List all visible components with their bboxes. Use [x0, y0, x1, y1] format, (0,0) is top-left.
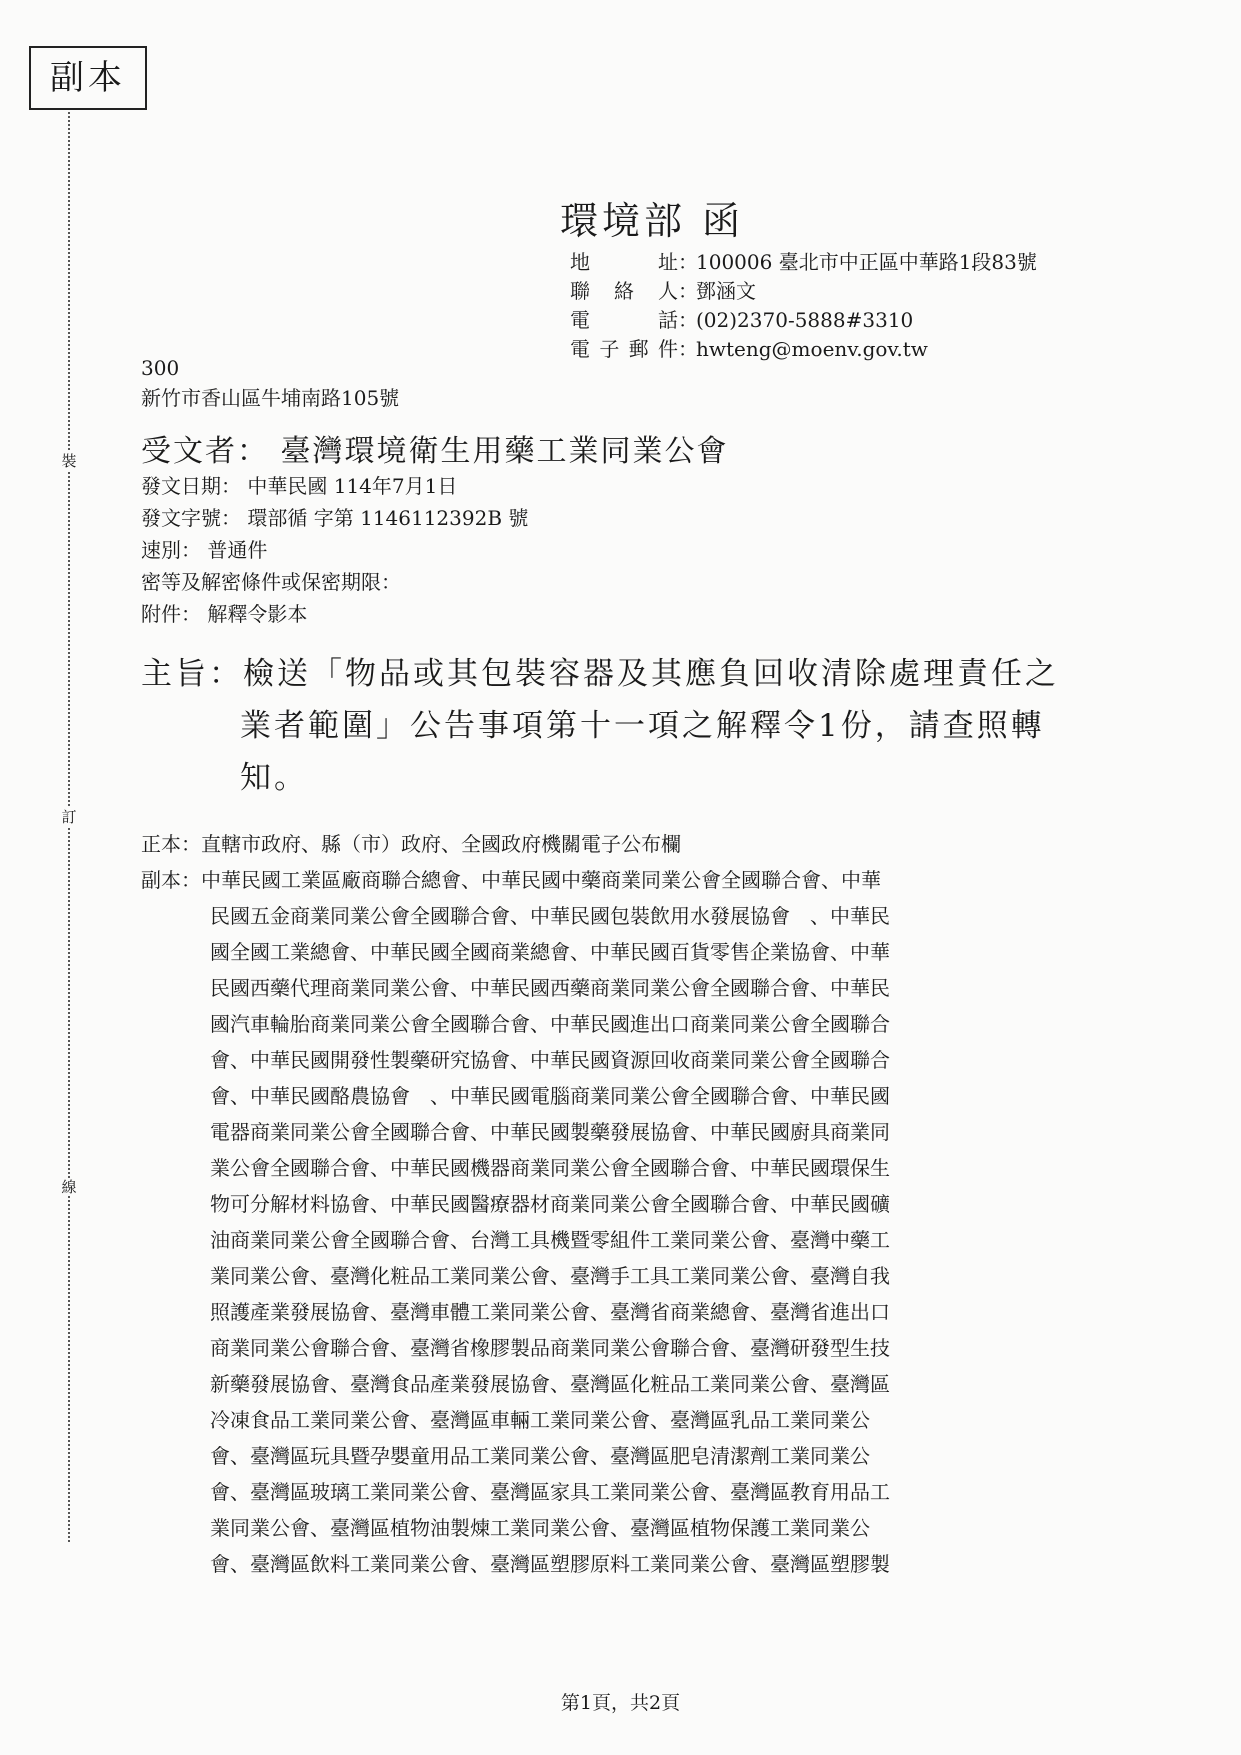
distribution-list	[141, 826, 890, 1582]
contact-phone: 電話：(02)2370-5888#3310	[570, 308, 914, 332]
copy-recipients-line: 會、中華民國酪農協會 、中華民國電腦商業同業公會全國聯合會、中華民國	[210, 1084, 890, 1108]
page-footer: 第1頁，共2頁	[560, 1692, 681, 1714]
copy-recipients-line: 業同業公會、臺灣化粧品工業同業公會、臺灣手工具工業同業公會、臺灣自我	[210, 1264, 890, 1288]
recipient: 受文者： 臺灣環境衛生用藥工業同業公會	[141, 434, 729, 469]
copy-stamp: 副本	[29, 46, 147, 110]
document-title: 環境部 函	[560, 199, 745, 243]
attachment: 附件： 解釋令影本	[141, 602, 308, 626]
contact-email: 電子郵件：hwteng@moenv.gov.tw	[570, 337, 928, 361]
subject-line: 主旨：檢送「物品或其包裝容器及其應負回收清除處理責任之	[141, 656, 1059, 692]
binding-line	[68, 112, 70, 1542]
copy-recipients-line: 物可分解材料協會、中華民國醫療器材商業同業公會全國聯合會、中華民國礦	[210, 1192, 890, 1216]
copy-recipients-line: 會、臺灣區玩具暨孕嬰童用品工業同業公會、臺灣區肥皂清潔劑工業同業公	[210, 1444, 870, 1468]
subject	[141, 648, 1059, 804]
copy-recipients-line: 照護產業發展協會、臺灣車體工業同業公會、臺灣省商業總會、臺灣省進出口	[210, 1300, 890, 1324]
copy-recipients-line: 冷凍食品工業同業公會、臺灣區車輛工業同業公會、臺灣區乳品工業同業公	[210, 1408, 870, 1432]
contact-address: 地址：100006 臺北市中正區中華路1段83號	[570, 250, 1037, 274]
original-recipients: 正本：直轄市政府、縣（市）政府、全國政府機關電子公布欄	[141, 832, 681, 856]
subject-line: 業者範圍」公告事項第十一項之解釋令1份，請查照轉	[240, 708, 1045, 744]
contact-person: 聯絡人：鄧涵文	[570, 279, 756, 303]
copy-recipients-line: 新藥發展協會、臺灣食品產業發展協會、臺灣區化粧品工業同業公會、臺灣區	[210, 1372, 890, 1396]
subject-line: 知。	[240, 760, 308, 796]
copy-recipients-line: 國汽車輪胎商業同業公會全國聯合會、中華民國進出口商業同業公會全國聯合	[210, 1012, 890, 1036]
binding-mark-zhuang: 裝	[61, 452, 77, 470]
urgency: 速別： 普通件	[141, 538, 268, 562]
binding-mark-xian: 線	[61, 1178, 77, 1196]
classification: 密等及解密條件或保密期限：	[141, 570, 401, 594]
copy-recipients-line: 會、臺灣區玻璃工業同業公會、臺灣區家具工業同業公會、臺灣區教育用品工	[210, 1480, 890, 1504]
binding-mark-ding: 訂	[61, 808, 77, 826]
issue-date: 發文日期： 中華民國 114年7月1日	[141, 474, 458, 498]
document-number: 發文字號： 環部循 字第 1146112392B 號	[141, 506, 529, 530]
copy-recipients-line: 會、臺灣區飲料工業同業公會、臺灣區塑膠原料工業同業公會、臺灣區塑膠製	[210, 1552, 890, 1576]
copy-recipients-line: 電器商業同業公會全國聯合會、中華民國製藥發展協會、中華民國廚具商業同	[210, 1120, 890, 1144]
copy-recipients-line: 副本：中華民國工業區廠商聯合總會、中華民國中藥商業同業公會全國聯合會、中華	[141, 868, 881, 892]
copy-recipients-line: 會、中華民國開發性製藥研究協會、中華民國資源回收商業同業公會全國聯合	[210, 1048, 890, 1072]
copy-recipients-line: 油商業同業公會全國聯合會、台灣工具機暨零組件工業同業公會、臺灣中藥工	[210, 1228, 890, 1252]
postal-code: 300	[141, 356, 180, 380]
copy-recipients-line: 業同業公會、臺灣區植物油製煉工業同業公會、臺灣區植物保護工業同業公	[210, 1516, 870, 1540]
copy-recipients-line: 業公會全國聯合會、中華民國機器商業同業公會全國聯合會、中華民國環保生	[210, 1156, 890, 1180]
contact-info	[570, 248, 1037, 364]
copy-recipients-line: 民國西藥代理商業同業公會、中華民國西藥商業同業公會全國聯合會、中華民	[210, 976, 890, 1000]
copy-recipients-line: 商業同業公會聯合會、臺灣省橡膠製品商業同業公會聯合會、臺灣研發型生技	[210, 1336, 890, 1360]
copy-recipients-line: 民國五金商業同業公會全國聯合會、中華民國包裝飲用水發展協會 、中華民	[210, 904, 890, 928]
document-meta	[141, 470, 528, 630]
copy-recipients-line: 國全國工業總會、中華民國全國商業總會、中華民國百貨零售企業協會、中華	[210, 940, 890, 964]
recipient-address: 新竹市香山區牛埔南路105號	[141, 386, 400, 410]
